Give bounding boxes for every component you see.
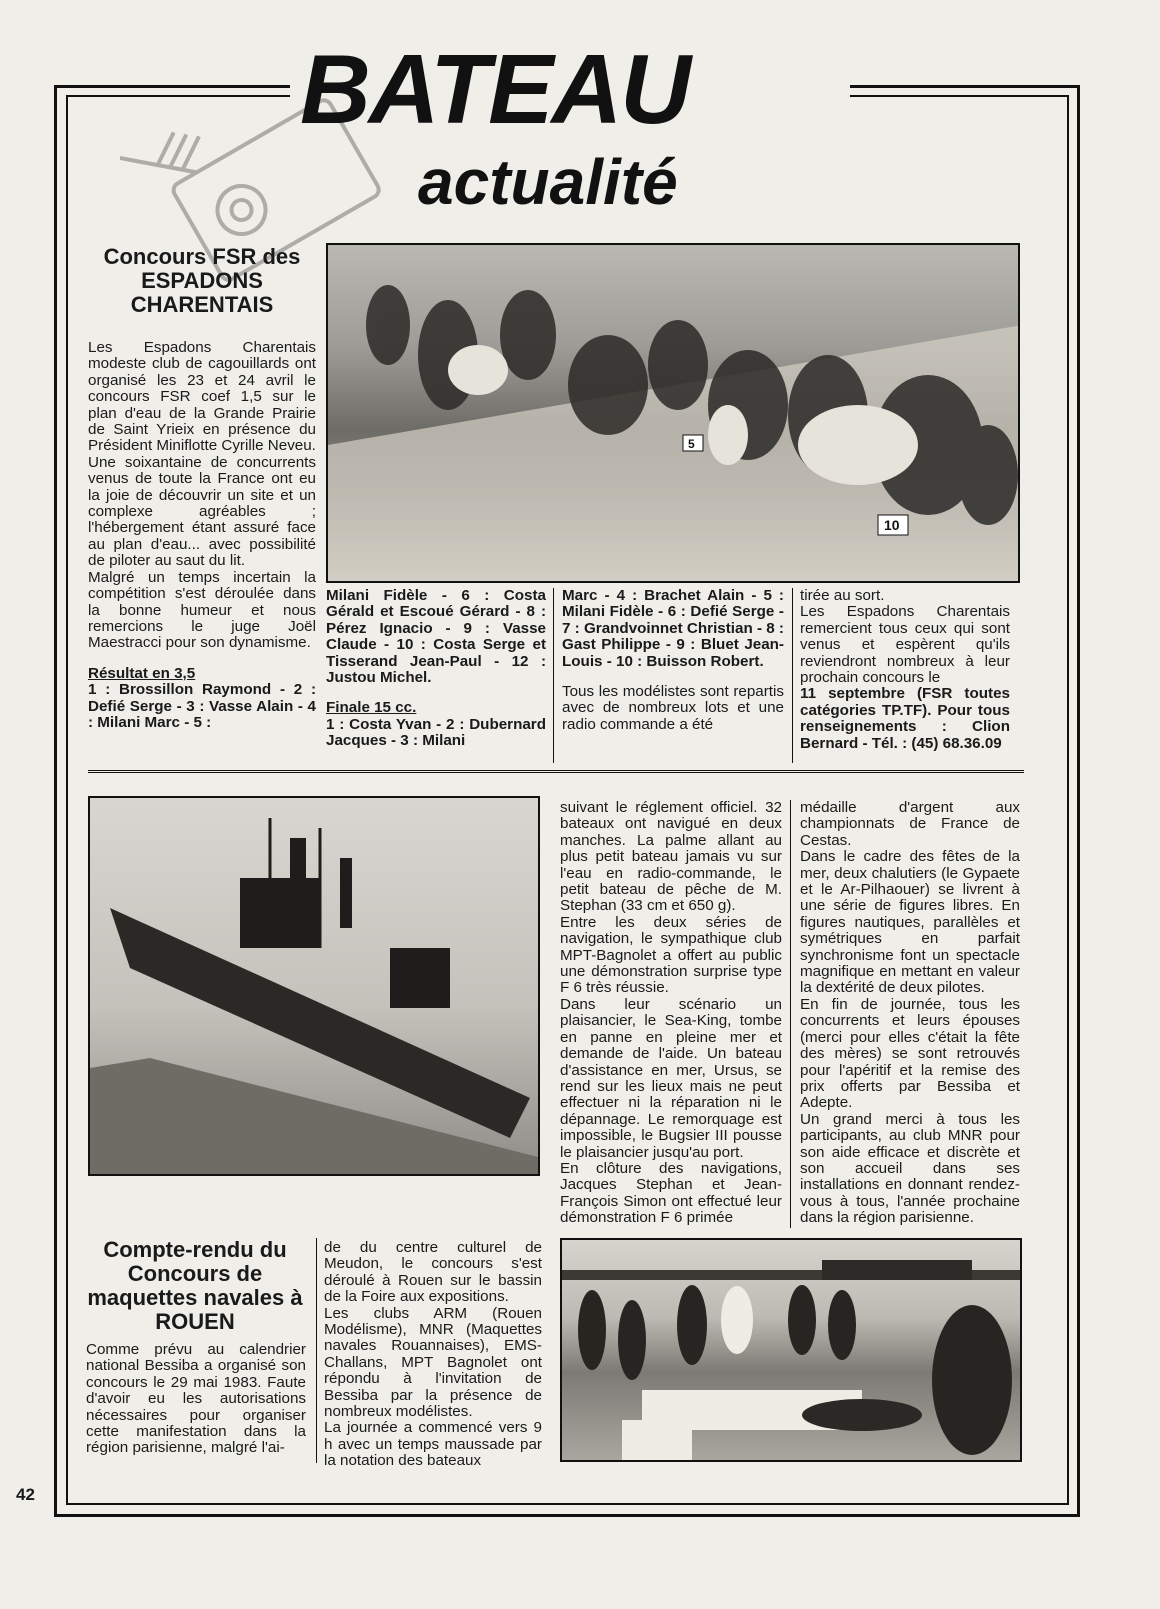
article1-paragraph: Une soixantaine de concurrents venus de toute la France ont eu la joie de découvrir un site et un complexe agréables ; l'hébergement étant assuré face au plan d'eau... avec possibilité de piloter au saut du lit. [88, 453, 316, 570]
finale-list: 1 : Costa Yvan - 2 : Dubernard Jacques - 3 : Milani [326, 715, 546, 750]
article2-paragraph: suivant le réglement officiel. 32 bateaux ont navigué en deux manches. La palme allant au plus petit bateau jamais vu sur l'eau en radio-commande, le petit bateau de pêche de M. Stephan (33 cm et 650 g). [560, 799, 782, 915]
article2-paragraph: La journée a commencé vers 9 h avec un temps maussade par la notation des bateaux [324, 1419, 542, 1470]
column-divider [316, 1238, 317, 1463]
article2-heading: Compte-rendu du Concours de maquettes navales à ROUEN [87, 1237, 303, 1334]
result-list: 1 : Brossillon Raymond - 2 : Defié Serge - 3 : Vasse Alain - 4 : Milani Marc - 5 : [88, 681, 316, 731]
photo-ship [90, 798, 540, 1176]
article1-heading: Concours FSR des ESPADONS CHARENTAIS [103, 244, 301, 317]
marker-5-label: 5 [688, 437, 695, 451]
article2-col-d [800, 800, 1020, 1227]
result-title: Résultat en 3,5 [88, 664, 196, 682]
article2-paragraph: Dans le cadre des fêtes de la mer, deux chalutiers (le Gypaete et le Ar-Pilhaouer) se livrent à une série de figures libres. En figures nautiques, parallèles et symétriques en parfait synchronisme font un spectacle magnifique en mettant en valeur la dextérité de deux pilotes. [800, 848, 1020, 997]
column-divider [790, 800, 791, 1228]
result-list: Marc - 4 : Brachet Alain - 5 : Milani Fidèle - 6 : Defié Serge - 7 : Grandvoinnet Christian - 8 : Gast Philippe - 9 : Bluet Jean-Louis - 10 : Buisson Robert. [562, 587, 784, 670]
article1-col1 [88, 340, 316, 731]
article2-paragraph: de du centre culturel de Meudon, le concours s'est déroulé à Rouen sur le bassin de la Foire aux expositions. [324, 1239, 542, 1306]
finale-title: Finale 15 cc. [326, 699, 417, 717]
article2-paragraph: En clôture des navigations, Jacques Stephan et Jean-François Simon ont effectué leur démonstration F 6 primée [560, 1159, 782, 1227]
article1-paragraph: Les Espadons Charentais modeste club de cagouillards ont organisé les 23 et 24 avril le concours FSR coef 1,5 sur le plan d'eau de la Grande Prairie de Saint Yrieix en présence du Président Miniflotte Cyrille Neveu. [88, 339, 316, 455]
photo-crowd [562, 1240, 1022, 1462]
article1-paragraph: Malgré un temps incertain la compétition s'est déroulée dans la bonne humeur et nous remercions le juge Joël Maestracci pour son dynamisme. [88, 568, 316, 652]
page-subtitle: actualité [418, 146, 678, 218]
article2-col-c [560, 800, 782, 1227]
contact-info: 11 septembre (FSR toutes catégories TP.TF). Pour tous renseignements : Clion Bernard - Tél. : (45) 68.36.09 [800, 685, 1010, 752]
article2-paragraph: Entre les deux séries de navigation, le sympathique club MPT-Bagnolet a offert au public une démonstration surprise type F 6 très réussie. [560, 913, 782, 997]
article1-paragraph: Tous les modélistes sont repartis avec de nombreux lots et une radio commande a été [562, 683, 784, 733]
article1-paragraph: tirée au sort. Les Espadons Charentais remercient tous ceux qui sont venus et espèrent qu'ils reviendront nombreux à leur prochain concours le [800, 587, 1010, 687]
column-divider [792, 588, 793, 763]
article2-paragraph: Dans leur scénario un plaisancier, le Sea-King, tombe en panne en pleine mer et demande de l'aide. Un bateau d'assistance en mer, Ursus, se rend sur les lieux mais ne peut effectuer ni la réparation ni le dépannage. Le remorquage est impossible, le Bugsier III pousse le plaisancier jusqu'au port. [560, 995, 782, 1161]
photo-battleship-model [88, 796, 540, 1176]
column-divider [553, 588, 554, 763]
marker-10-label: 10 [884, 517, 900, 533]
article2-paragraph: Les clubs ARM (Rouen Modélisme), MNR (Maquettes navales Rouannaises), EMS-Challans, MPT Bagnolet ont répondu à l'invitation de Bessiba par la présence de nombreux modélistes. [324, 1304, 542, 1421]
photo-rouen-pool [560, 1238, 1022, 1462]
article2-paragraph: Comme prévu au calendrier national Bessiba a organisé son concours le 29 mai 1983. Faute d'avoir eu les autorisations nécessaires pour organiser cette manifestation dans la région parisienne, malgré l'ai- [86, 1341, 306, 1457]
article2-paragraph: Un grand merci à tous les participants, au club MNR pour son aide efficace et discrète et son accueil dans ses installations en donnant rendez-vous à tous, l'année prochaine dans la région parisienne. [800, 1110, 1020, 1227]
photo-scene [328, 245, 1020, 583]
section-divider [88, 770, 1024, 773]
page-number: 42 [16, 1485, 35, 1504]
article2-paragraph: médaille d'argent aux championnats de France de Cestas. [800, 799, 1020, 849]
result-list: Milani Fidèle - 6 : Costa Gérald et Escoué Gérard - 8 : Pérez Ignacio - 9 : Vasse Claude - 10 : Costa Serge et Tisserand Jean-Paul - 12 : Justou Michel. [326, 587, 546, 687]
page-title: BATEAU [300, 34, 690, 144]
article2-paragraph: En fin de journée, tous les concurrents et leurs épouses (merci pour elles c'était la fête des mères) se sont retrouvés pour l'apéritif et la remise des prix offerts par Bessiba et Adepte. [800, 995, 1020, 1112]
article2-col-b [324, 1240, 542, 1470]
article1-col3 [562, 588, 784, 733]
article1-col4 [800, 588, 1010, 752]
photo-competitors-lakeside [326, 243, 1020, 583]
article2-col-a [86, 1342, 306, 1457]
article1-col2 [326, 588, 546, 750]
